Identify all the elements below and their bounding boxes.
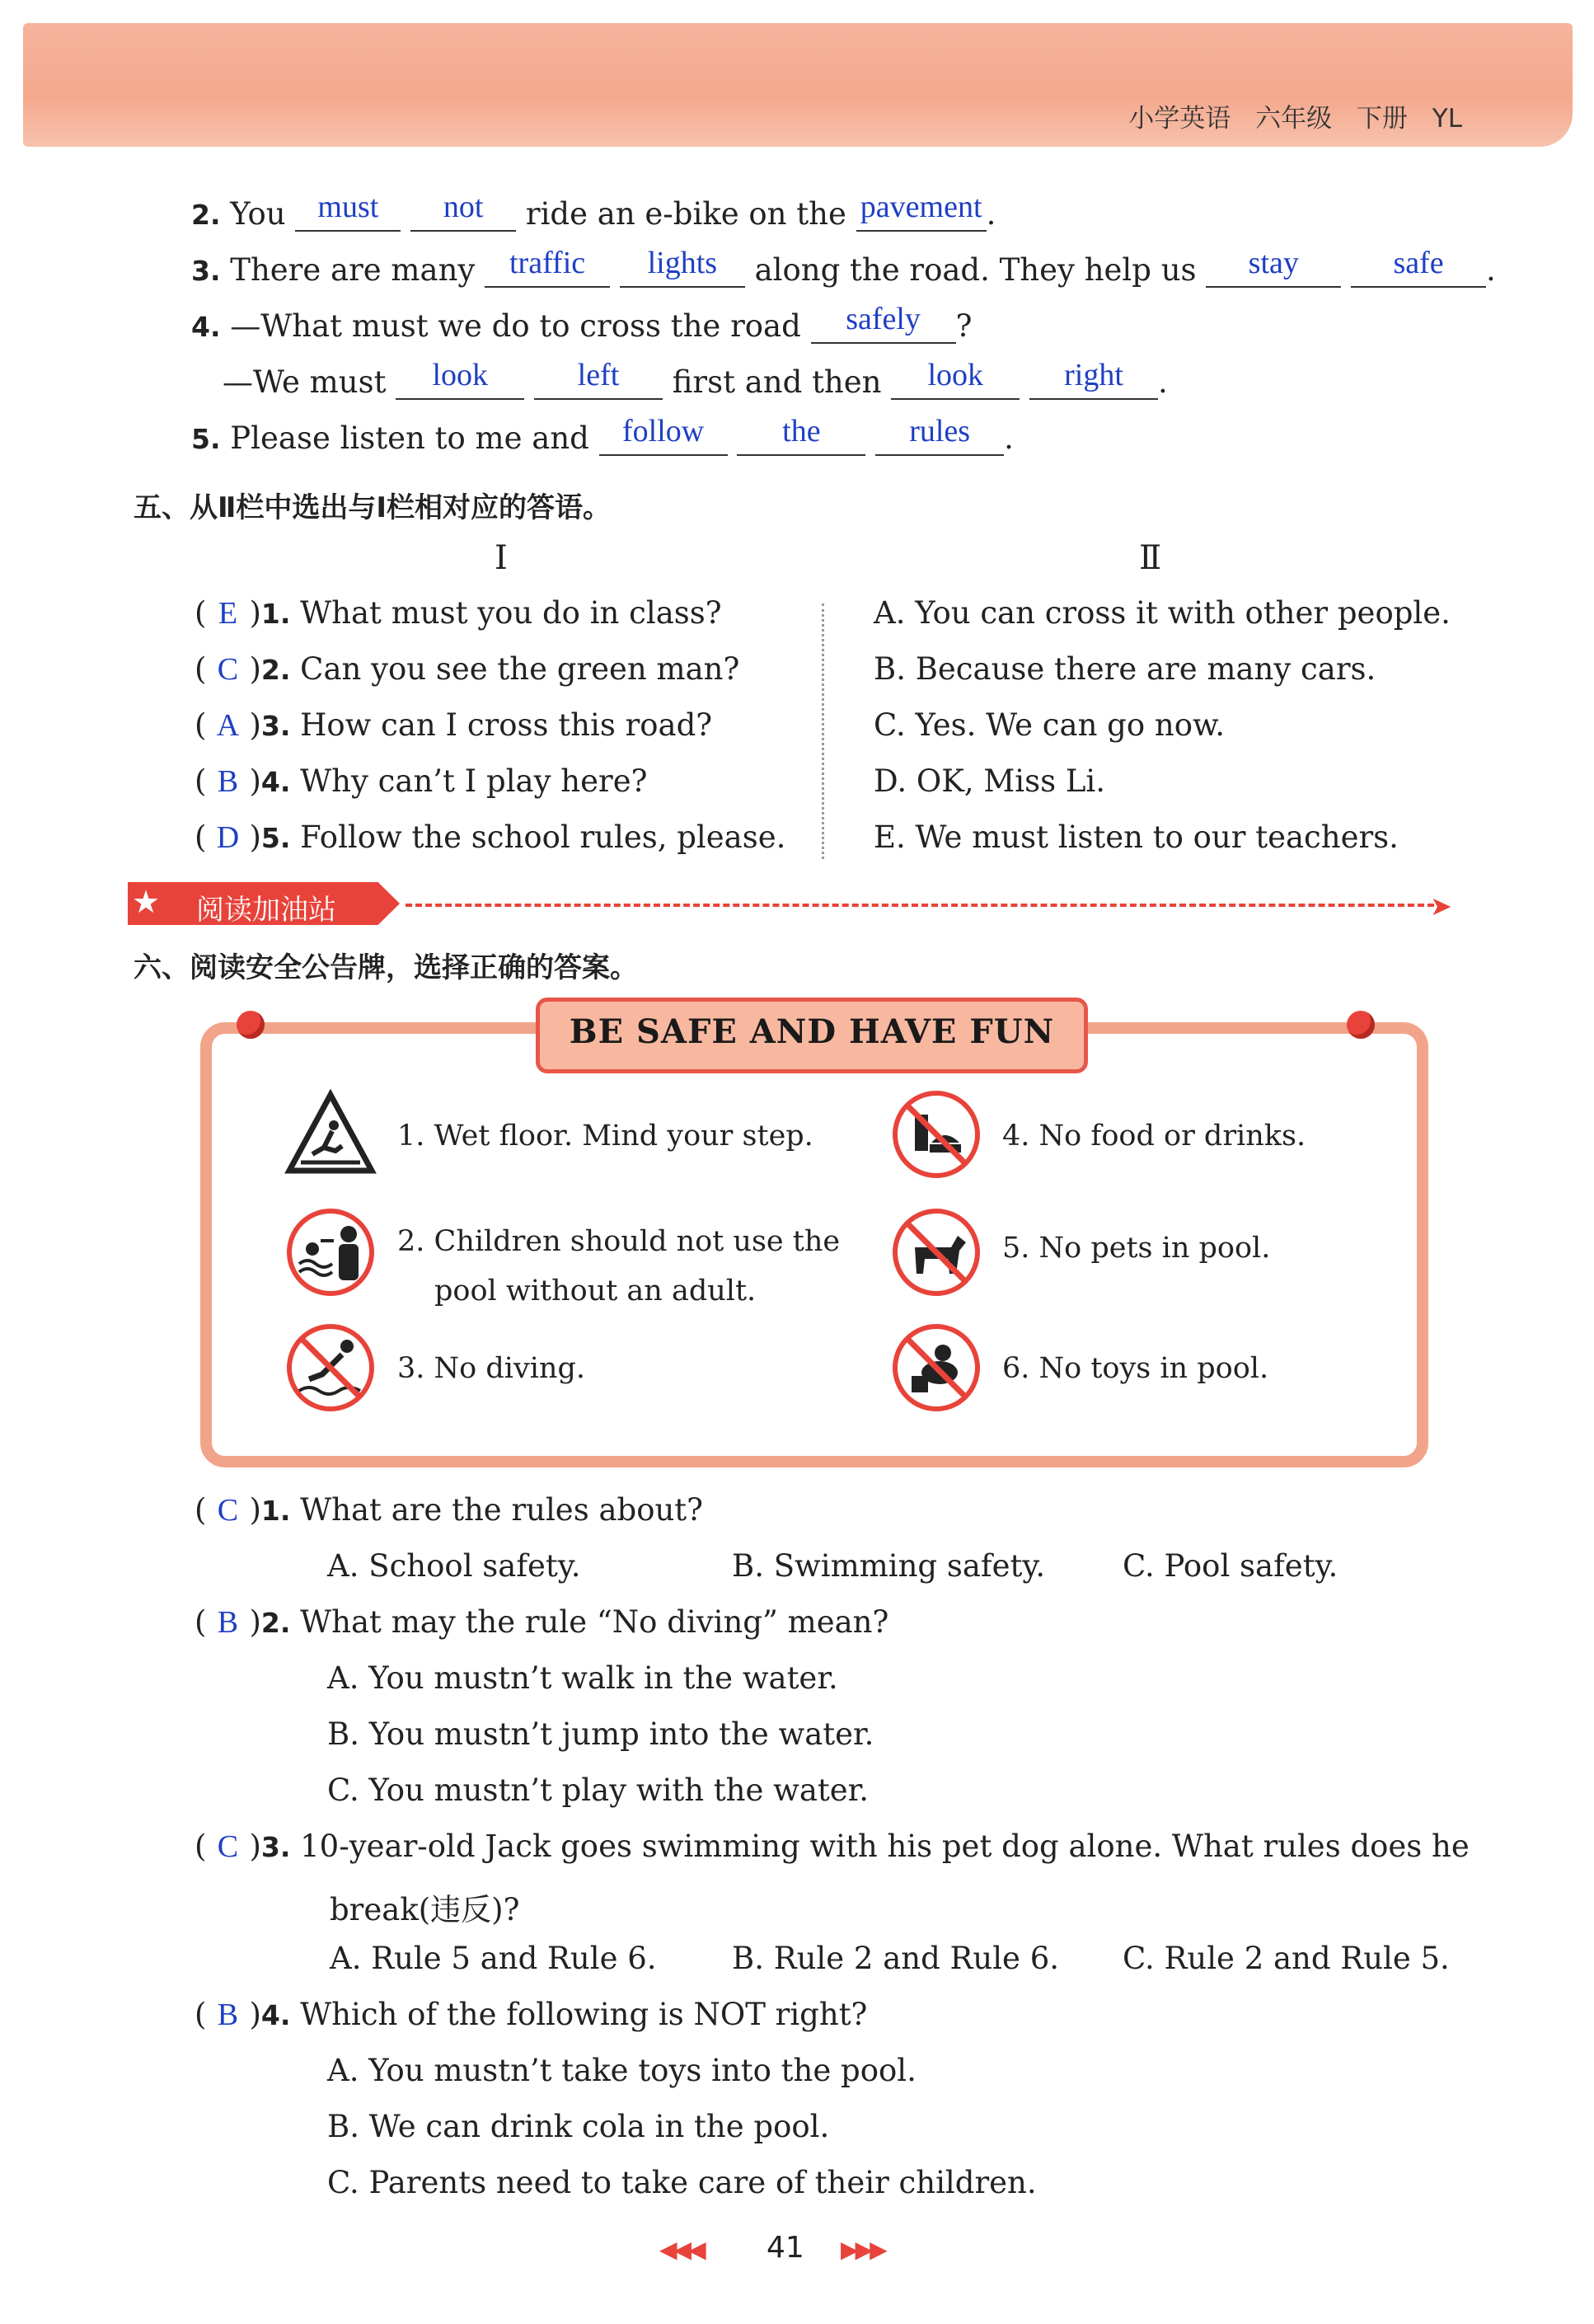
question-4: ( B )4. Which of the following is NOT right? — [195, 1997, 868, 2032]
blank: safe — [1351, 253, 1486, 288]
blank: look — [396, 365, 524, 400]
match-item-4: ( B )4. Why can’t I play here? — [195, 763, 648, 799]
blank: traffic — [485, 253, 610, 288]
answer-choice[interactable]: D — [216, 820, 240, 855]
blank: rules — [875, 421, 1004, 456]
option-b: B. Swimming safety. — [732, 1548, 1046, 1584]
response-option: E. We must listen to our teachers. — [874, 819, 1399, 855]
sign-3-text: 3. No diving. — [397, 1352, 586, 1385]
column-2-header: Ⅱ — [1139, 539, 1162, 577]
no-diving-icon — [284, 1322, 377, 1414]
question-2: ( B )2. What may the rule “No diving” mean? — [195, 1604, 889, 1640]
sign-2-text: 2. Children should not use the — [397, 1225, 841, 1258]
q2-line: 2. You must not ride an e-bike on the pavement . — [191, 190, 996, 232]
q4-line-a: 4. —What must we do to cross the road safely ? — [191, 302, 973, 344]
match-item-2: ( C )2. Can you see the green man? — [195, 651, 740, 687]
wet-floor-icon — [284, 1088, 377, 1181]
answer-choice[interactable]: C — [217, 1829, 239, 1864]
question-1: ( C )1. What are the rules about? — [195, 1492, 703, 1528]
option-c: C. Pool safety. — [1123, 1548, 1338, 1584]
reading-banner-label: 阅读加油站 — [196, 894, 336, 927]
blank: must — [295, 197, 401, 232]
answer-choice[interactable]: B — [217, 1605, 239, 1640]
page-number: 41 — [767, 2231, 804, 2265]
footer-right-arrows-icon: ▶▶▶ — [841, 2236, 884, 2263]
option-a: A. School safety. — [327, 1548, 581, 1584]
match-item-3: ( A )3. How can I cross this road? — [195, 707, 713, 743]
sign-2-text-line2: pool without an adult. — [434, 1275, 757, 1308]
q4-line-b: —We must look left first and then look right . — [223, 358, 1168, 400]
option-b: B. We can drink cola in the pool. — [327, 2109, 830, 2144]
blank: lights — [620, 253, 745, 288]
blank: stay — [1206, 253, 1341, 288]
arrow-right-icon: ➤ — [1430, 890, 1452, 922]
answer-choice[interactable]: A — [216, 708, 240, 743]
option-a: A. Rule 5 and Rule 6. — [330, 1941, 657, 1976]
question-3-continued: break(违反)? — [330, 1892, 520, 1927]
option-a: A. You mustn’t walk in the water. — [327, 1660, 838, 1696]
blank: the — [737, 421, 865, 456]
blank: safely — [811, 309, 956, 344]
banner-dashed-line — [406, 904, 1434, 907]
option-c: C. Rule 2 and Rule 5. — [1123, 1941, 1450, 1976]
pin-icon — [237, 1011, 265, 1039]
section5-title: 五、从Ⅱ栏中选出与Ⅰ栏相对应的答语。 — [134, 491, 612, 524]
adult-supervision-icon — [284, 1206, 377, 1298]
blank: pavement — [856, 197, 987, 232]
column-divider — [822, 603, 824, 859]
q5-line: 5. Please listen to me and follow the rules . — [191, 414, 1014, 456]
q3-line: 3. There are many traffic lights along the road. They help us stay safe . — [191, 246, 1496, 288]
blank: follow — [599, 421, 728, 456]
star-runner-icon: ★ — [132, 884, 161, 920]
footer-left-arrows-icon: ◀◀◀ — [659, 2236, 703, 2263]
answer-choice[interactable]: B — [217, 764, 239, 799]
answer-choice[interactable]: E — [218, 596, 238, 631]
response-option: B. Because there are many cars. — [874, 651, 1376, 687]
blank: look — [891, 365, 1020, 400]
pin-icon — [1347, 1011, 1375, 1039]
sign-4-text: 4. No food or drinks. — [1002, 1120, 1306, 1153]
option-b: B. Rule 2 and Rule 6. — [732, 1941, 1060, 1976]
sign-5-text: 5. No pets in pool. — [1002, 1232, 1271, 1265]
answer-choice[interactable]: C — [217, 1493, 239, 1528]
match-item-1: ( E )1. What must you do in class? — [195, 595, 722, 631]
header-book-info: 小学英语 六年级 下册 YL — [1128, 104, 1462, 134]
response-option: A. You can cross it with other people. — [874, 595, 1451, 631]
match-item-5: ( D )5. Follow the school rules, please. — [195, 819, 786, 855]
sign-6-text: 6. No toys in pool. — [1002, 1352, 1269, 1385]
option-b: B. You mustn’t jump into the water. — [327, 1716, 874, 1752]
board-title: BE SAFE AND HAVE FUN — [569, 1012, 1055, 1051]
no-toys-icon — [890, 1322, 982, 1414]
no-pets-icon — [890, 1206, 982, 1298]
sign-1-text: 1. Wet floor. Mind your step. — [397, 1120, 813, 1153]
response-option: D. OK, Miss Li. — [874, 763, 1105, 799]
response-option: C. Yes. We can go now. — [874, 707, 1226, 743]
blank: right — [1029, 365, 1158, 400]
option-c: C. Parents need to take care of their children. — [327, 2165, 1037, 2200]
section6-title: 六、阅读安全公告牌，选择正确的答案。 — [134, 951, 638, 984]
answer-choice[interactable]: C — [217, 652, 239, 687]
option-a: A. You mustn’t take toys into the pool. — [327, 2053, 917, 2088]
answer-choice[interactable]: B — [217, 1998, 239, 2032]
option-c: C. You mustn’t play with the water. — [327, 1772, 870, 1808]
blank: left — [534, 365, 663, 400]
question-3: ( C )3. 10-year-old Jack goes swimming with his pet dog alone. What rules does he — [195, 1829, 1470, 1864]
column-1-header: Ⅰ — [495, 539, 508, 577]
no-food-icon — [890, 1088, 982, 1181]
blank: not — [410, 197, 516, 232]
